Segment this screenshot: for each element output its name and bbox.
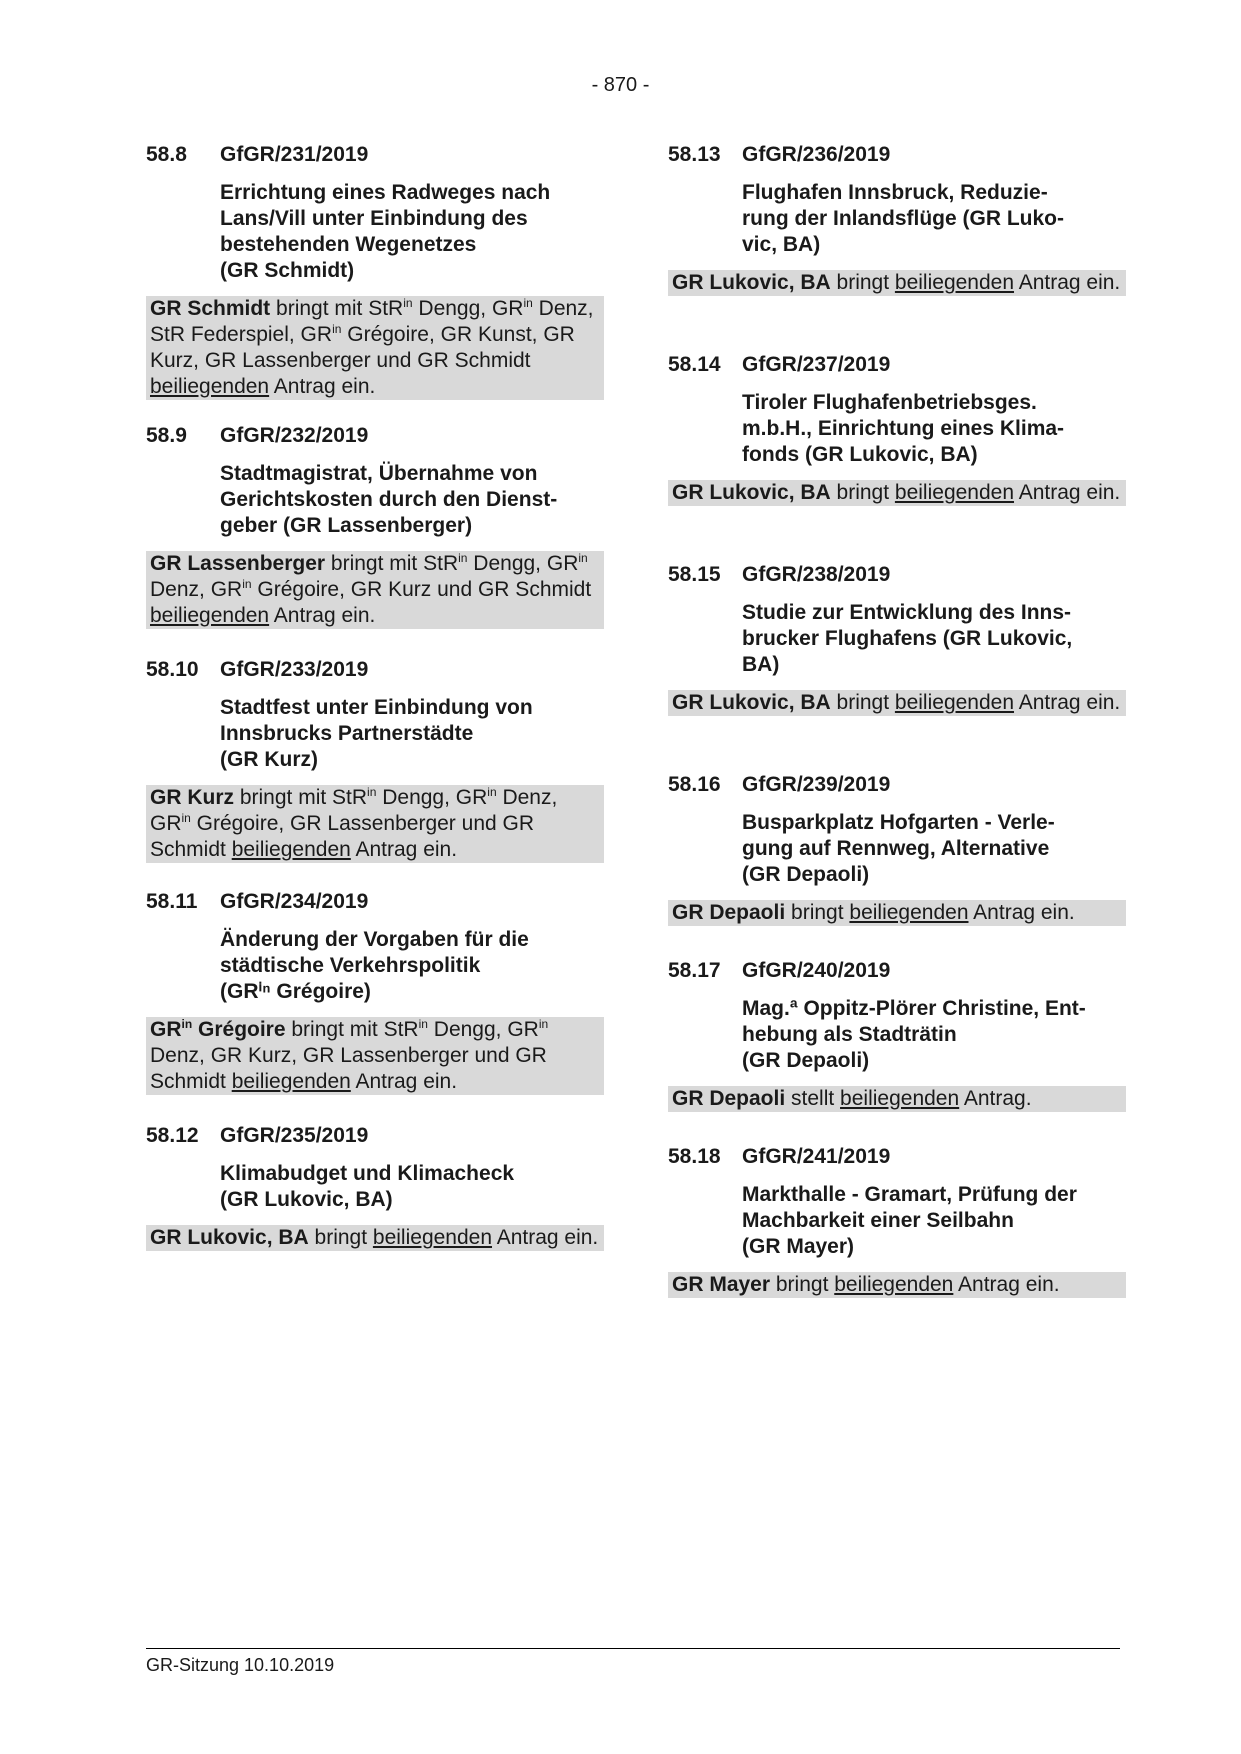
motion-attachment-ref: beiliegenden [150,604,270,627]
agenda-item-header [146,423,604,449]
motion-text-part: Denz, StR Federspiel, GR [150,297,594,346]
motion-proposer: GR Lassenberger [150,552,326,575]
motion-text-part: Antrag ein. [350,838,458,861]
agenda-item-title: Flughafen Innsbruck, Reduzie- rung der Inlandsflüge (GR Luko- vic, BA) [742,181,1064,256]
agenda-item-motion-text [668,480,1126,506]
motion-text-part: Antrag. [959,1087,1032,1110]
motion-text-part: Antrag ein. [269,375,376,398]
agenda-item-number: 58.17 [668,959,721,982]
motion-text-part: Grégoire, GR Lassenberger und GR Schmidt [150,812,535,861]
motion-text-part: in [538,1017,549,1031]
agenda-item [146,142,604,400]
motion-attachment-ref: beiliegenden [231,838,351,861]
agenda-item-header [668,772,1126,798]
agenda-item-number: 58.16 [668,773,721,796]
agenda-item-header [146,142,604,168]
motion-text-part: Denz, GR [150,786,558,835]
agenda-item-code: GfGR/238/2019 [742,563,891,586]
agenda-item-code: GfGR/241/2019 [742,1145,891,1168]
agenda-item-motion-text [146,296,604,400]
agenda-item-code: GfGR/233/2019 [220,658,369,681]
motion-text-part: in [523,296,533,310]
motion-proposer: GR Lukovic, BA [672,271,831,294]
agenda-item-number: 58.14 [668,353,721,376]
agenda-item [146,423,604,629]
agenda-item-title: Stadtfest unter Einbindung von Innsbrucks Partnerstädte (GR Kurz) [220,696,533,771]
agenda-item-number: 58.13 [668,143,721,166]
motion-attachment-ref: beiliegenden [894,271,1015,294]
motion-attachment-ref: beiliegenden [840,1087,960,1110]
agenda-item-number: 58.9 [146,424,187,447]
motion-attachment-ref: beiliegenden [894,481,1015,504]
motion-text-part: in [367,785,377,799]
motion-proposer: GR [150,1018,182,1041]
motion-proposer: GR Lukovic, BA [672,481,831,504]
motion-attachment-ref: beiliegenden [150,375,270,398]
motion-text-part: bringt [770,1273,835,1296]
motion-text-part: Denz, GR [150,578,243,601]
agenda-item-motion-text [146,785,604,863]
motion-text-part: Antrag ein. [1014,691,1121,714]
motion-proposer: GR Depaoli [672,901,786,924]
agenda-item-header [668,958,1126,984]
agenda-item-code: GfGR/234/2019 [220,890,369,913]
agenda-item-header [146,657,604,683]
motion-text-part: bringt [785,901,850,924]
motion-text-part: in [403,296,413,310]
motion-text-part: Dengg, GR [412,297,524,320]
agenda-item-motion-text [668,270,1126,296]
agenda-item-motion-text [146,551,604,629]
motion-text-part: Antrag ein. [968,901,1075,924]
agenda-item-code: GfGR/237/2019 [742,353,891,376]
motion-attachment-ref: beiliegenden [372,1226,493,1249]
agenda-item-header [668,352,1126,378]
motion-text-part: Dengg, GR [467,552,579,575]
footer-session-date: GR-Sitzung 10.10.2019 [146,1655,335,1675]
agenda-item-motion-text [146,1225,604,1251]
agenda-item-number: 58.8 [146,143,187,166]
agenda-item-code: GfGR/236/2019 [742,143,891,166]
motion-proposer: GR Mayer [672,1273,771,1296]
agenda-item-code: GfGR/232/2019 [220,424,369,447]
agenda-item [146,1123,604,1251]
motion-text-part: Antrag ein. [953,1273,1060,1296]
motion-text-part: bringt mit StR [285,1018,419,1041]
agenda-item-motion-text [668,690,1126,716]
agenda-item-code: GfGR/240/2019 [742,959,891,982]
agenda-item-title: Tiroler Flughafenbetriebsges. m.b.H., Einrichtung eines Klima- fonds (GR Lukovic, BA) [742,391,1065,466]
motion-proposer: GR Schmidt [150,297,271,320]
motion-text-part: bringt mit StR [234,786,368,809]
agenda-item-motion-text [146,1017,604,1095]
motion-text-part: bringt mit StR [270,297,404,320]
motion-text-part: in [578,551,588,565]
agenda-item-title: Änderung der Vorgaben für die städtische Verkehrspolitik (GRⁱⁿ Grégoire) [220,928,529,1003]
agenda-item-code: GfGR/239/2019 [742,773,891,796]
motion-text-part: Antrag ein. [350,1070,458,1093]
agenda-item [668,1144,1126,1298]
agenda-item-motion-text [668,1086,1126,1112]
agenda-item-code: GfGR/235/2019 [220,1124,369,1147]
motion-proposer: GR Lukovic, BA [672,691,831,714]
motion-text-part: Antrag ein. [269,604,376,627]
motion-text-part: in [418,1017,428,1031]
motion-text-part: Dengg, GR [427,1018,539,1041]
agenda-item-title: Busparkplatz Hofgarten - Verle- gung auf Rennweg, Alternative (GR Depaoli) [742,811,1055,886]
agenda-item-title: Klimabudget und Klimacheck (GR Lukovic, BA) [220,1162,515,1211]
motion-text-part: Antrag ein. [1014,481,1121,504]
agenda-item-header [668,142,1126,168]
motion-text-part: in [487,785,497,799]
agenda-item-number: 58.18 [668,1145,721,1168]
motion-attachment-ref: beiliegenden [231,1070,351,1093]
agenda-item [668,562,1126,716]
motion-text-part: in [181,1017,193,1031]
motion-text-part: Denz, GR Kurz, GR Lassenberger und GR Schmidt [150,1044,547,1093]
motion-text-part: stellt [785,1087,841,1110]
motion-text-part: Antrag ein. [1014,271,1121,294]
agenda-item-header [146,1123,604,1149]
page-number: - 870 - [591,74,650,96]
agenda-item-title: Studie zur Entwicklung des Inns- brucker Flughafens (GR Lukovic, BA) [742,601,1073,676]
agenda-item-number: 58.11 [146,890,198,913]
motion-text-part: bringt [830,481,895,504]
agenda-item [668,142,1126,296]
motion-text-part: Grégoire, GR Kunst, GR Kurz, GR Lassenberger und GR Schmidt [150,323,575,372]
motion-text-part: in [242,577,252,591]
agenda-item-motion-text [668,1272,1126,1298]
agenda-item-code: GfGR/231/2019 [220,143,369,166]
footer-divider [146,1648,1120,1649]
agenda-item [668,772,1126,926]
motion-text-part: bringt mit StR [325,552,459,575]
agenda-item-title: Markthalle - Gramart, Prüfung der Machbarkeit einer Seilbahn (GR Mayer) [742,1183,1077,1258]
agenda-item [146,889,604,1095]
motion-attachment-ref: beiliegenden [834,1273,954,1296]
motion-text-part: Grégoire, GR Kurz und GR Schmidt [251,578,592,601]
motion-text-part: Antrag ein. [492,1226,599,1249]
agenda-item [668,352,1126,506]
motion-text-part: bringt [830,271,895,294]
motion-attachment-ref: beiliegenden [894,691,1015,714]
motion-proposer: GR Depaoli [672,1087,786,1110]
motion-proposer: GR Kurz [150,786,234,809]
agenda-item-header [668,562,1126,588]
agenda-item-number: 58.10 [146,658,199,681]
motion-text-part: bringt [830,691,895,714]
agenda-item-title: Errichtung eines Radweges nach Lans/Vill unter Einbindung des bestehenden Wegenetzes (GR Schmidt) [220,181,551,282]
motion-proposer: GR Lukovic, BA [150,1226,309,1249]
agenda-item-motion-text [668,900,1126,926]
agenda-item-title: Mag.ª Oppitz-Plörer Christine, Ent- hebung als Stadträtin (GR Depaoli) [742,997,1086,1072]
motion-text-part: in [332,322,342,336]
agenda-item-header [146,889,604,915]
agenda-item-header [668,1144,1126,1170]
motion-text-part: in [181,811,191,825]
motion-text-part: bringt [308,1226,373,1249]
motion-text-part: in [458,551,468,565]
motion-proposer: Grégoire [192,1018,286,1041]
motion-text-part: Dengg, GR [376,786,488,809]
agenda-item [668,958,1126,1112]
motion-attachment-ref: beiliegenden [849,901,969,924]
agenda-item [146,657,604,863]
agenda-item-number: 58.15 [668,563,721,586]
agenda-item-title: Stadtmagistrat, Übernahme von Gerichtskosten durch den Dienst- geber (GR Lassenberger) [220,462,558,537]
agenda-item-number: 58.12 [146,1124,199,1147]
